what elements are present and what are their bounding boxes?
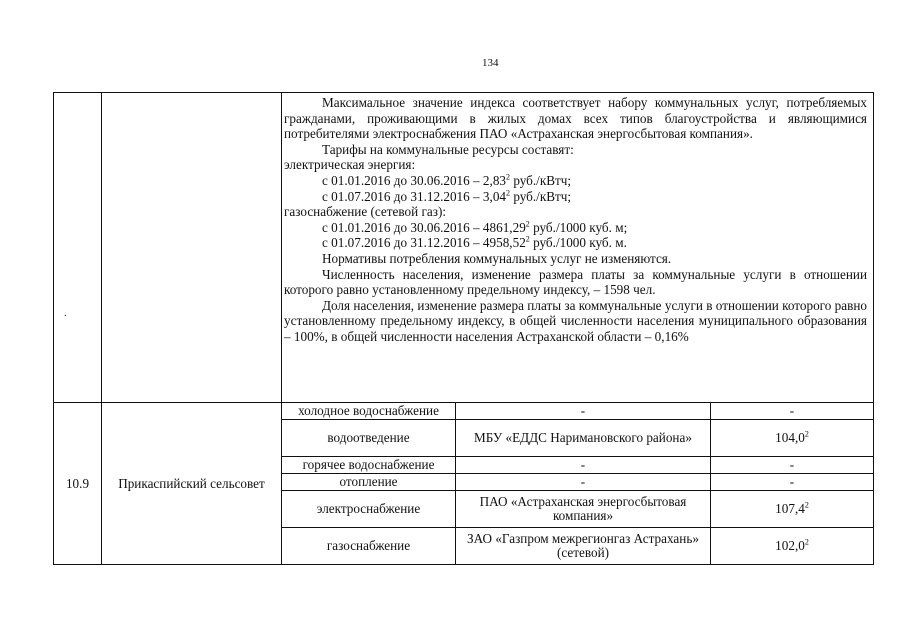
footnote-mark: 2 (804, 500, 809, 510)
index-value: 102,0$^2$ (711, 528, 874, 565)
description-row (54, 93, 874, 403)
index-value: - (711, 403, 874, 420)
index-value: 107,4$^2$ (711, 491, 874, 528)
index-value: - (711, 457, 874, 474)
description-cell (282, 93, 874, 403)
service-name: газоснабжение (282, 528, 456, 565)
gas-tariff-1: с 01.01.2016 до 30.06.2016 – 4861,29$^2$ руб./1000 куб. м; (322, 219, 628, 235)
provider-name: - (456, 457, 711, 474)
service-name: холодное водоснабжение (282, 403, 456, 420)
tariffs-heading: Тарифы на коммунальные ресурсы составят: (322, 141, 574, 157)
service-name: горячее водоснабжение (282, 457, 456, 474)
provider-name: МБУ «ЕДДС Наримановского района» (456, 420, 711, 457)
consumption-norms-note: Нормативы потребления коммунальных услуг не изменяются. (322, 250, 672, 266)
entry-number: 10.9 (54, 403, 102, 565)
tariff-table (53, 92, 874, 565)
page-number: 134 (482, 57, 499, 69)
margin-mark: . (64, 308, 67, 319)
index-value: 104,0$^2$ (711, 420, 874, 457)
service-name: электроснабжение (282, 491, 456, 528)
provider-name: - (456, 403, 711, 420)
empty-number-cell (54, 93, 102, 403)
footnote-mark: 2 (525, 234, 530, 244)
municipality-name: Прикаспийский сельсовет (102, 403, 282, 565)
gas-heading: газоснабжение (сетевой газ): (284, 204, 447, 220)
electricity-heading: электрическая энергия: (284, 157, 416, 173)
provider-name: ЗАО «Газпром межрегионгаз Астрахань» (сетевой) (456, 528, 711, 565)
index-value: - (711, 474, 874, 491)
service-name: водоотведение (282, 420, 456, 457)
empty-municipality-cell (102, 93, 282, 403)
electricity-tariff-2: с 01.07.2016 до 31.12.2016 – 3,04$^2$ руб./кВтч; (322, 188, 572, 204)
footnote-mark: 2 (525, 219, 530, 229)
service-name: отопление (282, 474, 456, 491)
population-count: Численность населения, изменение размера платы за коммунальные услуги в отношении которого равно установленному предельному индексу, – 1598 чел. (284, 266, 867, 298)
footnote-mark: 2 (804, 429, 809, 439)
population-share: Доля населения, изменение размера платы за коммунальные услуги в отношении которого равно установленному предельному индексу, в общей численности населения муниципального образования – 100%, в общей численности населения Астраханской области – 0,16% (284, 297, 867, 344)
footnote-mark: 2 (804, 537, 809, 547)
index-description: Максимальное значение индекса соответствует набору коммунальных услуг, потребляемых гражданами, проживающими в жилых домах всех типов благоустройства и являющимися потребителями электроснабжения ПАО «Астраханская энергосбытовая компания». (284, 95, 867, 142)
footnote-mark: 2 (506, 172, 511, 182)
electricity-tariff-1: с 01.01.2016 до 30.06.2016 – 2,83$^2$ руб./кВтч; (322, 172, 572, 188)
table-row (54, 403, 874, 420)
provider-name: - (456, 474, 711, 491)
footnote-mark: 2 (506, 188, 511, 198)
provider-name: ПАО «Астраханская энергосбытовая компания» (456, 491, 711, 528)
gas-tariff-2: с 01.07.2016 до 31.12.2016 – 4958,52$^2$ руб./1000 куб. м. (322, 234, 627, 251)
